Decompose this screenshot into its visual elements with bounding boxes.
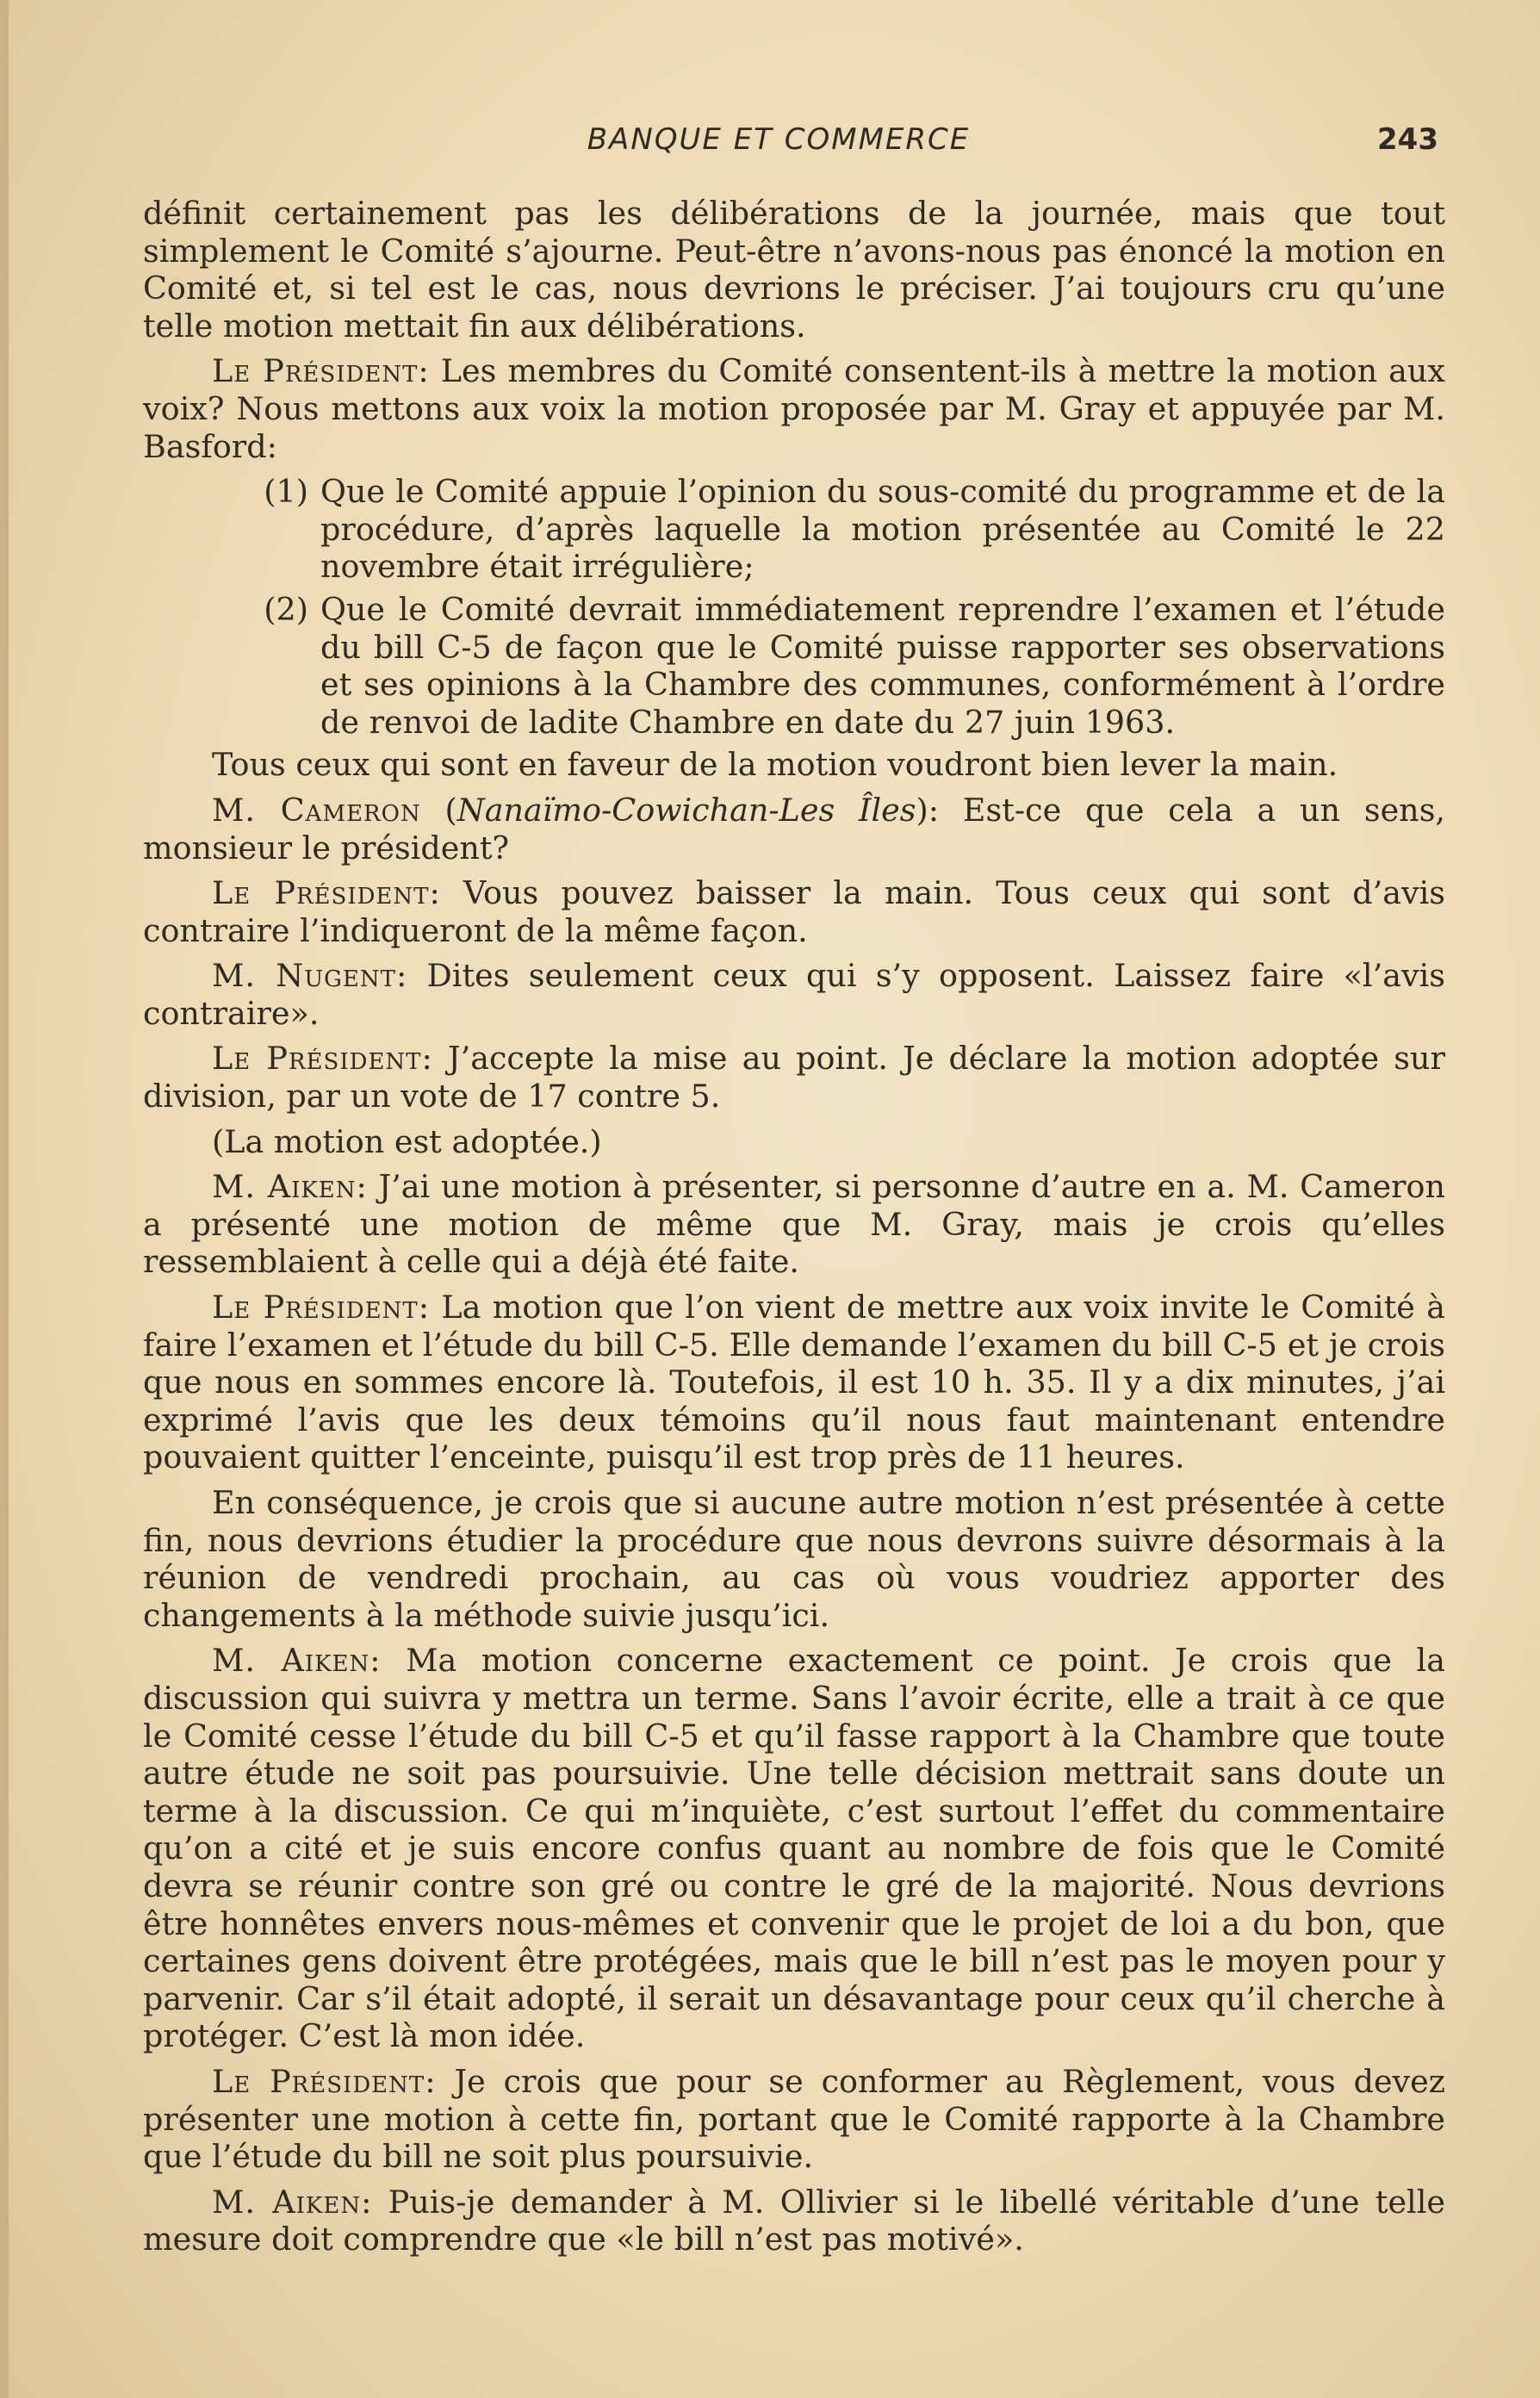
paragraph: Tous ceux qui sont en faveur de la motion voudront bien lever la main. <box>212 746 1338 784</box>
paragraph-text: Dites seulement ceux qui s’y opposent. Laissez faire «l’avis contraire». <box>143 957 1445 1032</box>
speaker-name: Le Président: <box>212 2062 437 2100</box>
speaker-name: Le Président: <box>212 352 430 390</box>
paragraph: M. Cameron (Nanaïmo-Cowichan-Les Îles): Est-ce que cela a un sens, monsieur le président? <box>143 791 1446 867</box>
paragraph-text: La motion que l’on vient de mettre aux voix invite le Comité à faire l’examen et l’étude du bill C-5. Elle demande l’examen du bill C-5 et je crois que nous en sommes encore là. Toutefois, il est 10 h. 35. Il y a dix minutes, j’ai exprimé l’avis que les deux témoins qu’il nous faut maintenant entendre pouvaient quitter l’enceinte, puisqu’il est trop près de 11 heures. <box>143 1289 1445 1476</box>
paragraph: (La motion est adoptée.) <box>212 1122 602 1160</box>
speaker-name: Le Président: <box>212 1040 433 1078</box>
page-body <box>143 195 1445 2266</box>
speaker-name: Le Président: <box>212 1289 430 1326</box>
page-number: 243 <box>1377 122 1438 157</box>
paragraph <box>143 957 1445 1032</box>
speaker-name: M. Nugent: <box>212 957 408 995</box>
running-header: BANQUE ET COMMERCE <box>587 122 971 157</box>
paragraph <box>143 2184 1445 2258</box>
paragraph: En conséquence, je crois que si aucune autre motion n’est présentée à cette fin, nous devrions étudier la procédure que nous devrons suivre désormais à la réunion de vendredi prochain, au cas où vous voudriez apporter des changements à la méthode suivie jusqu’ici. <box>143 1484 1445 1634</box>
speaker-name: M. Cameron <box>212 791 421 829</box>
paragraph <box>143 874 1445 949</box>
paragraph <box>143 1040 1445 1115</box>
list-text: Que le Comité devrait immédiatement reprendre l’examen et l’étude du bill C-5 de façon que le Comité puisse rapporter ses observations et ses opinions à la Chambre des communes, conformément à l’ordre de renvoi de ladite Chambre en date du 27 juin 1963. <box>320 590 1445 741</box>
paragraph <box>143 1168 1445 1281</box>
paragraph: définit certainement pas les délibérations de la journée, mais que tout simplement le Comité s’ajourne. Peut-être n’avons-nous pas énoncé la motion en Comité et, si tel est le cas, nous devrions le préciser. J’ai toujours cru qu’une telle motion mettait fin aux délibérations. <box>143 195 1445 345</box>
paragraph-text: Je crois que pour se conformer au Règlement, vous devez présenter une motion à cette fin, portant que le Comité rapporte à la Chambre que l’étude du bill ne soit plus poursuivie. <box>143 2062 1446 2176</box>
speaker-name: M. Aiken: <box>212 1168 368 1206</box>
paragraph-text: J’ai une motion à présenter, si personne d’autre en a. M. Cameron a présenté une motion de même que M. Gray, mais je crois qu’elles ressemblaient à celle qui a déjà été faite. <box>143 1168 1445 1281</box>
paragraph-text: J’accepte la mise au point. Je déclare la motion adoptée sur division, par un vote de 17 contre 5. <box>143 1040 1445 1115</box>
paragraph <box>143 1642 1445 2055</box>
paragraph-text: Ma motion concerne exactement ce point. Je crois que la discussion qui suivra y mettra un terme. Sans l’avoir écrite, elle a trait à ce que le Comité cesse l’étude du bill C-5 et qu’il fasse rapport à la Chambre que toute autre étude ne soit pas poursuivie. Une telle décision mettrait sans doute un terme à la discussion. Ce qui m’inquiète, c’est surtout l’effet du commentaire qu’on a cité et je suis encore confus quant au nombre de fois que le Comité devra se réunir contre son gré ou contre le gré de la majorité. Nous devrions être honnêtes envers nous-mêmes et convenir que le projet de loi a du bon, que certaines gens doivent être protégées, mais que le bill n’est pas le moyen pour y parvenir. Car s’il était adopté, il serait un désavantage pour ceux qu’il cherche à protéger. C’est là mon idée. <box>143 1642 1445 2055</box>
list-number: (2) <box>264 590 308 628</box>
speaker-name: M. Aiken: <box>212 2183 373 2221</box>
speaker-name: Le Président: <box>212 874 441 912</box>
paragraph-text: Puis-je demander à M. Ollivier si le libellé véritable d’une telle mesure doit comprendre que «le bill n’est pas motivé». <box>143 2183 1445 2258</box>
list-text: Que le Comité appuie l’opinion du sous-comité du programme et de la procédure, d’après laquelle la motion présentée au Comité le 22 novembre était irrégulière; <box>320 473 1445 586</box>
paragraph <box>143 352 1445 465</box>
speaker-riding: Nanaïmo-Cowichan-Les Îles <box>456 791 916 829</box>
paragraph <box>143 2063 1445 2176</box>
paragraph <box>143 1289 1445 1476</box>
list-item <box>143 473 1445 586</box>
paragraph-text: Vous pouvez baisser la main. Tous ceux qui sont d’avis contraire l’indiqueront de la même façon. <box>143 874 1445 949</box>
paragraph-text: : Est-ce que cela a un sens, monsieur le président? <box>143 791 1446 867</box>
paragraph-text: Les membres du Comité consentent-ils à mettre la motion aux voix? Nous mettons aux voix la motion proposée par M. Gray et appuyée par M. Basford: <box>143 352 1446 465</box>
speaker-name: M. Aiken: <box>212 1642 382 1680</box>
list-number: (1) <box>264 473 308 511</box>
list-item <box>143 591 1445 741</box>
